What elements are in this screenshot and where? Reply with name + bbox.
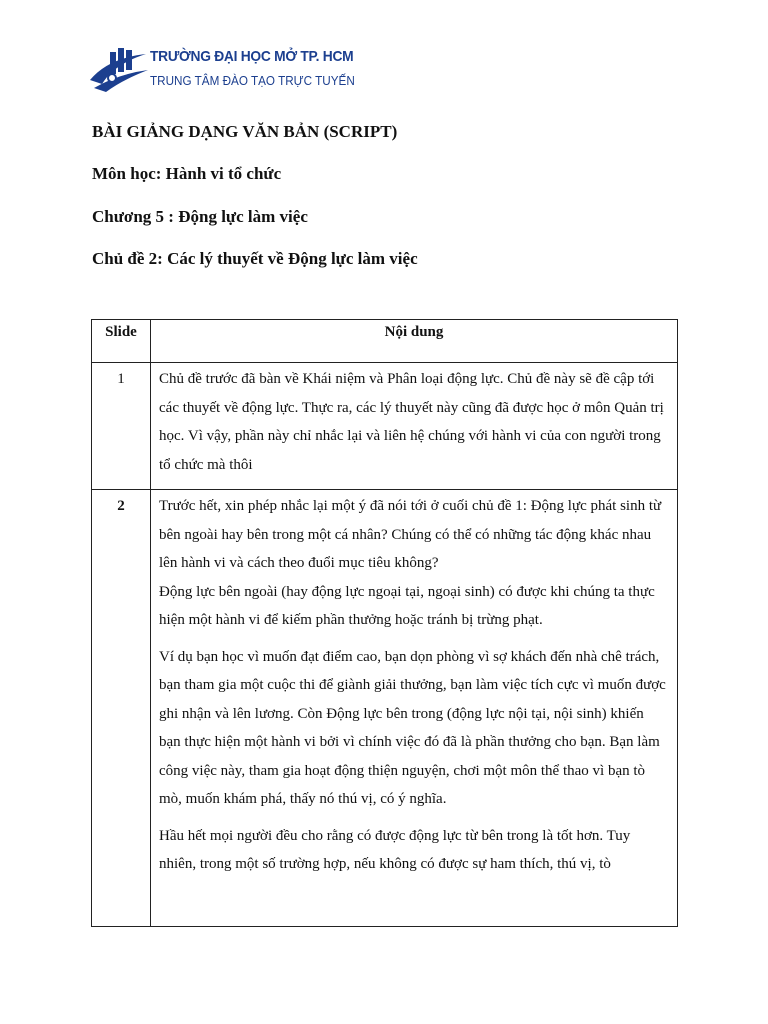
content-paragraph: Ví dụ bạn học vì muốn đạt điểm cao, bạn dọn phòng vì sợ khách đến nhà chê trách, bạn tham gia một cuộc thi để giành giải thưởng, bạn làm việc tích cực vì muốn được ghi nhận và lên lương. Còn Động lực bên trong (động lực nội tại, nội sinh) khiến bạn thực hiện một hành vi bởi vì chính việc đó đã là phần thưởng cho bạn. Bạn làm công việc này, tham gia hoạt động thiện nguyện, chơi một môn thể thao vì bạn tò mò, muốn khám phá, thấy nó thú vị, có ý nghĩa. — [159, 648, 666, 807]
logo-title: TRƯỜNG ĐẠI HỌC MỞ TP. HCM — [150, 48, 354, 65]
table-header-row — [92, 320, 678, 363]
university-logo — [88, 40, 355, 100]
content-paragraph: Hầu hết mọi người đều cho rằng có được động lực từ bên trong là tốt hơn. Tuy nhiên, trong một số trường hợp, nếu không có được sự ham thích, thú vị, tò — [159, 827, 631, 872]
slide-content — [151, 490, 678, 927]
document-title: BÀI GIẢNG DẠNG VĂN BẢN (SCRIPT) — [92, 122, 398, 141]
content-paragraph: Chủ đề trước đã bàn về Khái niệm và Phân loại động lực. Chủ đề này sẽ đề cập tới các thuyết về động lực. Thực ra, các lý thuyết này cũng đã được học ở môn Quản trị học. Vì vậy, phần này chỉ nhắc lại và liên hệ chúng với hành vi của con người trong tổ chức mà thôi — [159, 371, 664, 473]
slide-number: 1 — [92, 363, 151, 490]
subject-heading: Môn học: Hành vi tổ chức — [92, 164, 282, 183]
logo-subtitle: TRUNG TÂM ĐÀO TẠO TRỰC TUYẾN — [150, 73, 355, 88]
content-paragraph: Động lực bên ngoài (hay động lực ngoại tại, ngoại sinh) có được khi chúng ta thực hiện một hành vi để kiếm phần thưởng hoặc tránh bị trừng phạt. — [159, 583, 655, 628]
script-table — [91, 319, 678, 927]
table-row — [92, 363, 678, 490]
chapter-heading: Chương 5 : Động lực làm việc — [92, 207, 308, 226]
topic-heading: Chủ đề 2: Các lý thuyết về Động lực làm việc — [92, 249, 418, 268]
column-header-content: Nội dung — [151, 320, 678, 363]
logo-emblem-icon — [88, 40, 150, 96]
slide-content — [151, 363, 678, 490]
content-paragraph: Trước hết, xin phép nhắc lại một ý đã nói tới ở cuối chủ đề 1: Động lực phát sinh từ bên ngoài hay bên trong một cá nhân? Chúng có thể có những tác động khác nhau lên hành vi và cách theo đuổi mục tiêu không? — [159, 498, 662, 571]
table-row — [92, 490, 678, 927]
slide-number: 2 — [92, 490, 151, 927]
column-header-slide: Slide — [92, 320, 151, 363]
